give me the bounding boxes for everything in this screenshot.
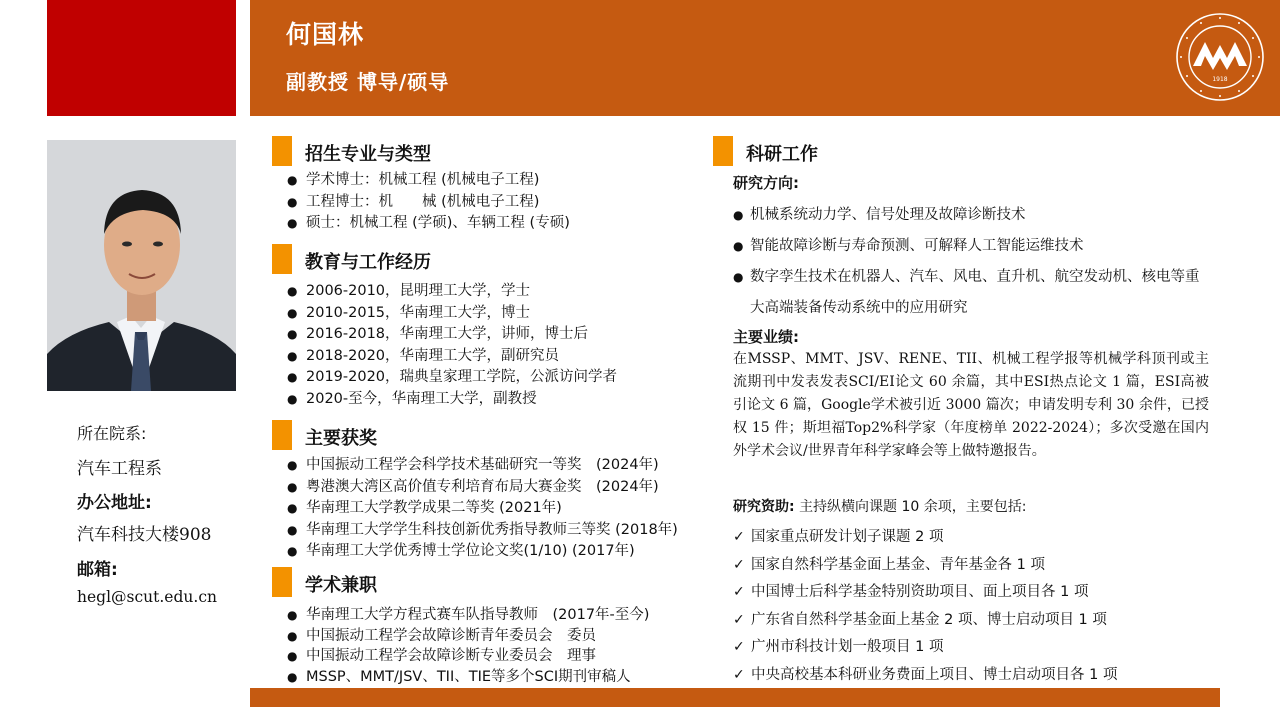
section-title: 学术兼职 bbox=[305, 575, 377, 596]
list-item: ✓ 国家自然科学基金面上基金、青年基金各 1 项 bbox=[733, 552, 1117, 580]
list-item: ● 2019-2020，瑞典皇家理工学院，公派访问学者 bbox=[287, 367, 617, 389]
list-item: ✓ 广东省自然科学基金面上基金 2 项、博士启动项目 1 项 bbox=[733, 607, 1117, 635]
positions-list bbox=[287, 605, 649, 687]
awards-list bbox=[287, 455, 678, 563]
list-item: ✓ 中国博士后科学基金特别资助项目、面上项目各 1 项 bbox=[733, 579, 1117, 607]
person-title: 副教授 博导/硕导 bbox=[286, 70, 450, 94]
list-item: ● 2018-2020，华南理工大学，副研究员 bbox=[287, 346, 617, 368]
funding-label: 研究资助: bbox=[733, 499, 795, 515]
office-label: 办公地址: bbox=[77, 493, 152, 513]
section-title: 招生专业与类型 bbox=[305, 144, 431, 165]
email-label: 邮箱: bbox=[77, 560, 118, 580]
list-item: ✓ 中央高校基本科研业务费面上项目、博士启动项目各 1 项 bbox=[733, 662, 1117, 690]
list-item: ● 中国振动工程学会故障诊断青年委员会 委员 bbox=[287, 626, 649, 647]
red-accent-block bbox=[47, 0, 236, 116]
person-name: 何国林 bbox=[286, 20, 365, 49]
section-title: 主要获奖 bbox=[305, 428, 377, 449]
funding-list bbox=[733, 524, 1117, 689]
footer-bar bbox=[250, 688, 1220, 707]
performance-label: 主要业绩: bbox=[733, 328, 799, 346]
list-item: ● 机械系统动力学、信号处理及故障诊断技术 bbox=[733, 200, 1213, 231]
list-item: ● 2006-2010，昆明理工大学，学士 bbox=[287, 281, 617, 303]
portrait-photo bbox=[47, 140, 236, 391]
list-item: ● 数字孪生技术在机器人、汽车、风电、直升机、航空发动机、核电等重大高端装备传动系统中的应用研究 bbox=[733, 262, 1213, 324]
education-list bbox=[287, 281, 617, 410]
section-marker bbox=[272, 136, 292, 166]
funding-intro-text: 主持纵横向课题 10 余项，主要包括: bbox=[799, 499, 1027, 515]
section-marker bbox=[272, 244, 292, 274]
research-directions-list bbox=[733, 200, 1213, 324]
department-value: 汽车工程系 bbox=[77, 459, 162, 479]
header-banner bbox=[250, 0, 1280, 116]
seal-year: 1918 bbox=[1212, 76, 1228, 83]
list-item: ● 2010-2015，华南理工大学，博士 bbox=[287, 303, 617, 325]
section-title: 科研工作 bbox=[746, 144, 818, 165]
section-marker bbox=[272, 567, 292, 597]
office-value: 汽车科技大楼908 bbox=[77, 525, 212, 545]
list-item: ● 学术博士：机械工程 (机械电子工程) bbox=[287, 170, 570, 192]
performance-text: 在MSSP、MMT、JSV、RENE、TII、机械工程学报等机械学科顶刊或主流期刊中发表发表SCI/EI论文 60 余篇，其中ESI热点论文 1 篇，ESI高被引论文 6 篇，Google学术被引近 3000 篇次；申请发明专利 30 余件，已授权 15 件；斯坦福Top2%科学家（年度榜单 2022-2024）；多次受邀在国内外学术会议/世界青年科学家峰会等上做特邀报告。 bbox=[733, 351, 1209, 459]
list-item: ● 华南理工大学学生科技创新优秀指导教师三等奖 (2018年) bbox=[287, 520, 678, 542]
funding-intro bbox=[733, 496, 1027, 516]
list-item: ● 华南理工大学优秀博士学位论文奖(1/10) (2017年) bbox=[287, 541, 678, 563]
list-item: ● 工程博士：机 械 (机械电子工程) bbox=[287, 192, 570, 214]
university-seal-icon bbox=[1175, 12, 1265, 102]
list-item: ● 中国振动工程学会故障诊断专业委员会 理事 bbox=[287, 646, 649, 667]
list-item: ✓ 国家重点研发计划子课题 2 项 bbox=[733, 524, 1117, 552]
list-item: ● 智能故障诊断与寿命预测、可解释人工智能运维技术 bbox=[733, 231, 1213, 262]
list-item: ● 华南理工大学方程式赛车队指导教师 (2017年-至今) bbox=[287, 605, 649, 626]
section-marker bbox=[272, 420, 292, 450]
list-item: ● 2016-2018，华南理工大学，讲师，博士后 bbox=[287, 324, 617, 346]
list-item: ● MSSP、MMT/JSV、TII、TIE等多个SCI期刊审稿人 bbox=[287, 667, 649, 688]
section-title: 教育与工作经历 bbox=[305, 252, 431, 273]
research-directions-label: 研究方向: bbox=[733, 174, 799, 192]
list-item: ✓ 广州市科技计划一般项目 1 项 bbox=[733, 634, 1117, 662]
list-item: ● 硕士：机械工程 (学硕)、车辆工程 (专硕) bbox=[287, 213, 570, 235]
admissions-list bbox=[287, 170, 570, 235]
list-item: ● 华南理工大学教学成果二等奖 (2021年) bbox=[287, 498, 678, 520]
list-item: ● 2020-至今，华南理工大学，副教授 bbox=[287, 389, 617, 411]
section-marker bbox=[713, 136, 733, 166]
list-item: ● 中国振动工程学会科学技术基础研究一等奖 (2024年) bbox=[287, 455, 678, 477]
department-label: 所在院系: bbox=[77, 424, 147, 443]
list-item: ● 粤港澳大湾区高价值专利培育布局大赛金奖 (2024年) bbox=[287, 477, 678, 499]
email-value[interactable]: hegl@scut.edu.cn bbox=[77, 588, 217, 606]
